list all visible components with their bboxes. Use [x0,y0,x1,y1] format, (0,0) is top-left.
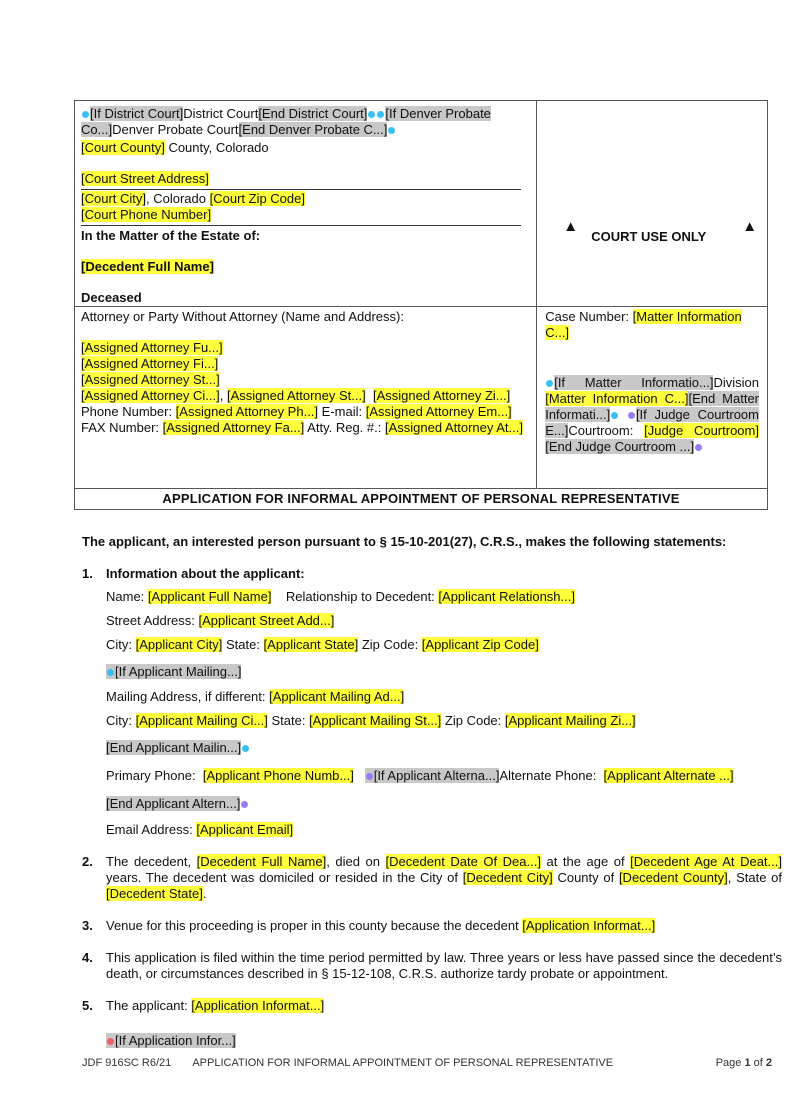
mcity-label: City: [106,713,136,728]
field-applicant-info[interactable]: [Application Informat...] [191,998,325,1013]
field-applicant-state[interactable]: [Applicant State] [263,637,359,652]
item-number: 5. [82,998,93,1013]
attorney-cell: Attorney or Party Without Attorney (Name and Address): [Assigned Attorney Fu...] [Assigned Attorney Fi...] [Assigned Attorney St...] [Assigned Attorney Ci...], [Assigned Attorney St...] [Assigned Attorney Zi...] Phone Number: [Assigned Attorney Ph...] E-mail: [Assigned Attorney Em...] FAX Number: [Assigned Attorney Fa...] Atty. Reg. #.: [Assigned Attorney At...] [75,307,537,489]
field-applicant-phone[interactable]: [Applicant Phone Numb...] [202,768,354,783]
fax-label: FAX Number: [81,420,163,435]
field-attorney-email[interactable]: [Assigned Attorney Em...] [365,404,512,419]
page-total: 2 [765,1057,772,1069]
court-use-cell [537,101,768,307]
text: years. The decedent was domiciled or resided in the City of [106,870,463,885]
field-applicant-alternate[interactable]: [Applicant Alternate ...] [603,768,734,783]
item-number: 3. [82,918,93,933]
arrow-up-icon: ▲ [563,218,579,235]
field-applicant-name[interactable]: [Applicant Full Name] [147,589,272,604]
field-decedent-state[interactable]: [Decedent State] [106,886,203,901]
deceased-label: Deceased [81,290,142,305]
marker-dot-icon [611,412,618,419]
phone-label: Phone Number: [81,404,176,419]
field-attorney-zip[interactable]: [Assigned Attorney Zi...] [372,388,511,403]
phone-label: Primary Phone: [106,768,200,783]
field-court-county[interactable]: [Court County] [81,140,165,155]
field-if-judge[interactable]: [If Judge Courtroom E...] [545,407,759,438]
county-suffix: County, Colorado [164,140,269,155]
field-end-alternate[interactable]: [End Applicant Altern...] [106,796,241,811]
field-if-alternate[interactable]: [If Applicant Alterna...] [373,768,500,783]
marker-dot-icon [368,111,375,118]
field-applicant-street[interactable]: [Applicant Street Add...] [198,613,335,628]
text: . [202,886,207,901]
street-label: Street Address: [106,613,199,628]
caption-table [74,100,768,510]
field-applicant-mailing[interactable]: [Applicant Mailing Ad...] [269,689,405,704]
alt-phone-label: Alternate Phone: [499,768,600,783]
division-label: Division [713,375,759,390]
field-division[interactable]: [Matter Information C...] [545,391,689,406]
field-attorney-fax[interactable]: [Assigned Attorney Fa...] [162,420,305,435]
divider [81,189,521,190]
item1-heading: Information about the applicant: [106,566,305,581]
field-decedent-county[interactable]: [Decedent County] [618,870,728,885]
field-end-judge[interactable]: [End Judge Courtroom ...] [545,439,695,454]
text: The decedent, [106,854,197,869]
field-court-zip[interactable]: [Court Zip Code] [209,191,305,206]
field-court-street[interactable]: [Court Street Address] [81,171,209,186]
denver-court-text: Denver Probate Court [112,122,239,137]
marker-dot-icon [388,127,395,134]
field-applicant-city[interactable]: [Applicant City] [135,637,223,652]
district-court-text: District Court [183,106,259,121]
field-case-number[interactable]: [Matter Information C...] [545,309,742,340]
field-applicant-email[interactable]: [Applicant Email] [196,822,294,837]
field-if-district[interactable]: [If District Court] [90,106,184,121]
relationship-label: Relationship to Decedent: [285,589,439,604]
field-attorney-name2[interactable]: [Assigned Attorney Fi...] [81,356,219,371]
mstate-label: State: [267,713,310,728]
marker-dot-icon [377,111,384,118]
field-end-district[interactable]: [End District Court] [258,106,368,121]
form-title: APPLICATION FOR INFORMAL APPOINTMENT OF PERSONAL REPRESENTATIVE [75,489,768,510]
text: , died on [326,854,386,869]
divider [81,225,521,226]
field-attorney-phone[interactable]: [Assigned Attorney Ph...] [175,404,319,419]
field-end-mailing[interactable]: [End Applicant Mailin...] [106,740,242,755]
field-attorney-reg[interactable]: [Assigned Attorney At...] [384,420,523,435]
field-attorney-city[interactable]: [Assigned Attorney Ci...] [81,388,220,403]
page-of: of [750,1057,766,1069]
text: County of [552,870,619,885]
field-end-matter[interactable]: [End Matter Informati...] [545,391,759,422]
zip-label: Zip Code: [358,637,422,652]
mzip-label: Zip Code: [441,713,505,728]
field-attorney-name1[interactable]: [Assigned Attorney Fu...] [81,340,223,355]
colorado-text: , Colorado [146,191,210,206]
mailing-label: Mailing Address, if different: [106,689,270,704]
item-number: 2. [82,854,93,869]
page-indicator [716,1057,772,1069]
field-if-matter[interactable]: [If Matter Informatio...] [554,375,714,390]
reg-label: Atty. Reg. #.: [304,420,385,435]
field-if-denver[interactable]: [If Denver Probate Co...] [81,106,491,137]
marker-dot-icon [366,773,373,780]
field-mailing-city[interactable]: [Applicant Mailing Ci...] [135,713,268,728]
city-label: City: [106,637,136,652]
marker-dot-icon [241,801,248,808]
field-if-application[interactable]: [If Application Infor...] [115,1033,236,1048]
field-decedent-name[interactable]: [Decedent Full Name] [196,854,327,869]
field-attorney-street[interactable]: [Assigned Attorney St...] [81,372,220,387]
marker-dot-icon [82,111,89,118]
email-label: Email Address: [106,822,197,837]
field-decedent-city[interactable]: [Decedent City] [462,870,553,885]
footer-title: APPLICATION FOR INFORMAL APPOINTMENT OF PERSONAL REPRESENTATIVE [192,1057,614,1069]
field-mailing-state[interactable]: [Applicant Mailing St...] [309,713,442,728]
case-cell [537,307,768,489]
field-attorney-state[interactable]: [Assigned Attorney St...] [226,388,366,403]
intro-text: The applicant, an interested person pursuant to § 15-10-201(27), C.R.S., makes the following statements: [82,534,727,549]
case-number-label: Case Number: [545,309,633,324]
footer-code: JDF 916SC R6/21 [82,1057,172,1069]
marker-dot-icon [695,444,702,451]
field-decedent-name[interactable]: [Decedent Full Name] [81,259,214,274]
text: Venue for this proceeding is proper in this county because the decedent [106,918,523,933]
court-info-cell [75,101,537,307]
item-number: 1. [82,566,93,581]
field-end-denver[interactable]: [End Denver Probate C...] [238,122,388,137]
courtroom-label: Courtroom: [568,423,645,438]
marker-dot-icon [628,412,635,419]
page-number: 1 [744,1057,751,1069]
footer [82,1057,772,1069]
field-applicant-zip[interactable]: [Applicant Zip Code] [421,637,539,652]
court-use-label: COURT USE ONLY [591,229,707,244]
field-courtroom[interactable]: [Judge Courtroom] [644,423,759,438]
arrow-up-icon: ▲ [742,218,758,235]
field-mailing-zip[interactable]: [Applicant Mailing Zi...] [504,713,636,728]
email-label: E-mail: [318,404,366,419]
state-label: State: [222,637,264,652]
item3-text [106,918,782,934]
field-decedent-age[interactable]: [Decedent Age At Deat...] [630,854,782,869]
field-decedent-dod[interactable]: [Decedent Date Of Dea...] [385,854,541,869]
field-court-phone[interactable]: [Court Phone Number] [81,207,212,222]
marker-dot-icon [107,669,114,676]
matter-label: In the Matter of the Estate of: [81,228,261,243]
item2-text [106,854,782,902]
marker-dot-icon [242,745,249,752]
item-number: 4. [82,950,93,965]
page-prefix: Page [715,1057,745,1069]
marker-dot-icon [107,1038,114,1045]
field-applicant-relationship[interactable]: [Applicant Relationsh...] [438,589,575,604]
field-court-city[interactable]: [Court City] [81,191,147,206]
marker-dot-icon [546,380,553,387]
attorney-header: Attorney or Party Without Attorney (Name and Address): [81,309,404,324]
text: at the age of [540,854,631,869]
item5-text [106,998,782,1014]
name-label: Name: [106,589,148,604]
field-if-mailing[interactable]: [If Applicant Mailing...] [115,664,242,679]
text: The applicant: [106,998,192,1013]
item4-text: This application is filed within the time period permitted by law. Three years or less have passed since the decedent’s death, or circumstances described in § 15-12-108, C.R.S. authorize tardy probate or appointment. [106,950,782,981]
text: , State of [727,870,782,885]
field-venue[interactable]: [Application Informat...] [522,918,656,933]
